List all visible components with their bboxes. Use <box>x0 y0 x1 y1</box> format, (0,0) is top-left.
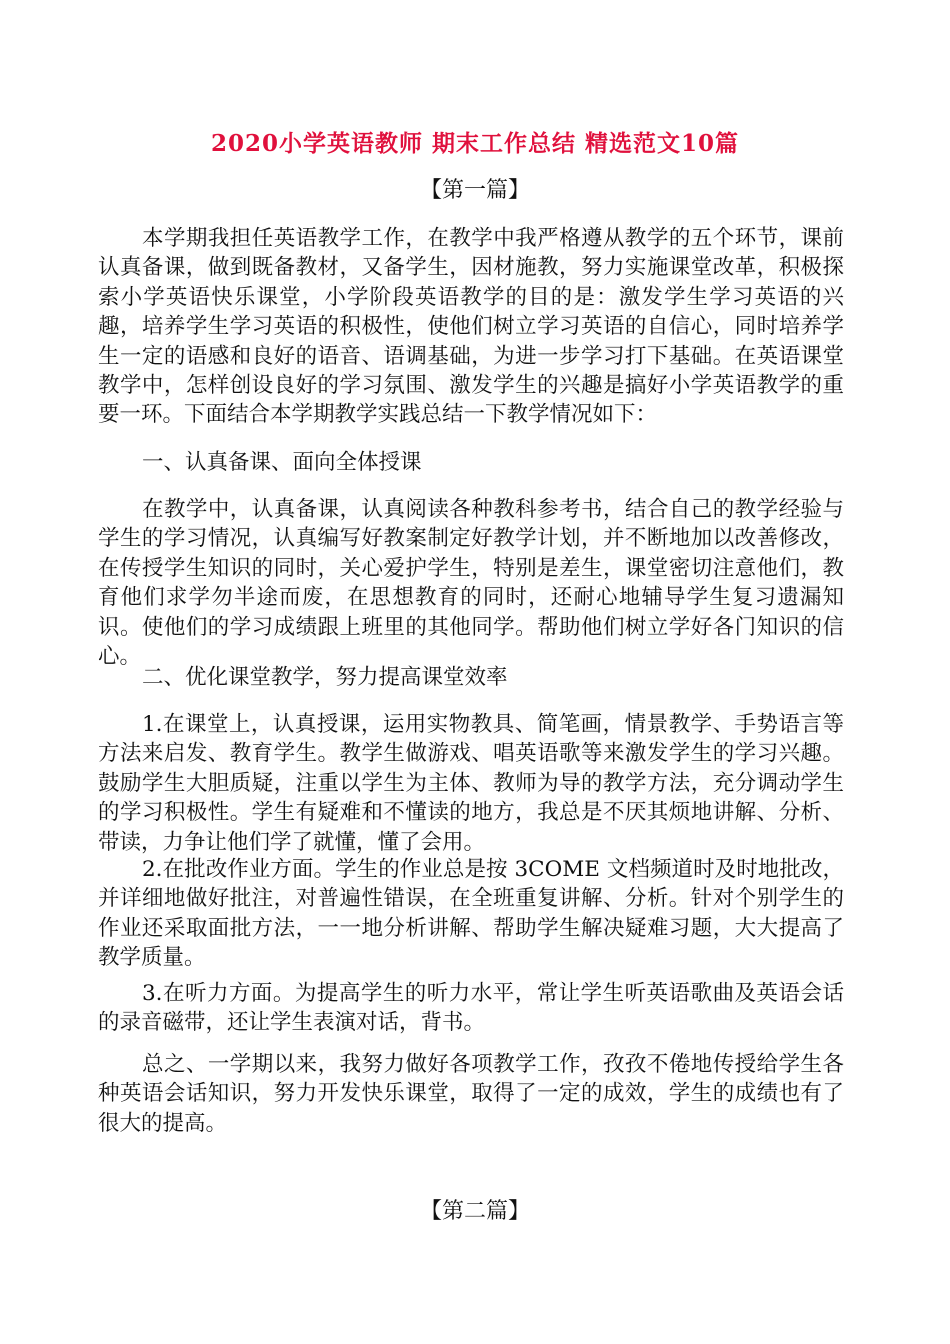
document-title: 2020小学英语教师 期末工作总结 精选范文10篇 <box>210 130 740 157</box>
section-heading-2: 【第二篇】 <box>419 1199 530 1224</box>
paragraph-item-1: 1.在课堂上，认真授课，运用实物教具、简笔画，情景教学、手势语言等方法来启发、教育学生。教学生做游戏、唱英语歌等来激发学生的学习兴趣。鼓励学生大胆质疑，注重以学生为主体、教师为导的教学方法，充分调动学生的学习积极性。学生有疑难和不懂读的地方，我总是不厌其烦地讲解、分析、带读，力争让他们学了就懂，懂了会用。 <box>98 712 844 855</box>
paragraph-item-3: 3.在听力方面。为提高学生的听力水平，常让学生听英语歌曲及英语会话的录音磁带，还让学生表演对话，背书。 <box>98 981 844 1036</box>
paragraph-item-2: 2.在批改作业方面。学生的作业总是按 3COME 文档频道时及时地批改，并详细地做好批注，对普遍性错误，在全班重复讲解、分析。针对个别学生的作业还采取面批方法，一一地分析讲解、帮助学生解决疑难习题，大大提高了教学质量。 <box>98 857 844 971</box>
paragraph-summary: 总之、一学期以来，我努力做好各项教学工作，孜孜不倦地传授给学生各种英语会话知识，努力开发快乐课堂，取得了一定的成效，学生的成绩也有了很大的提高。 <box>98 1052 844 1136</box>
paragraph-intro: 本学期我担任英语教学工作，在教学中我严格遵从教学的五个环节，课前认真备课，做到既备教材，又备学生，因材施教，努力实施课堂改革，积极探索小学英语快乐课堂，小学阶段英语教学的目的是：激发学生学习英语的兴趣，培养学生学习英语的积极性，使他们树立学习英语的自信心，同时培养学生一定的语感和良好的语音、语调基础，为进一步学习打下基础。在英语课堂教学中，怎样创设良好的学习氛围、激发学生的兴趣是搞好小学英语教学的重要一环。下面结合本学期教学实践总结一下教学情况如下： <box>98 226 844 428</box>
paragraph-lesson-prep: 在教学中，认真备课，认真阅读各种教科参考书，结合自己的教学经验与学生的学习情况，认真编写好教案制定好教学计划，并不断地加以改善修改，在传授学生知识的同时，关心爱护学生，特别是差生，课堂密切注意他们，教育他们求学勿半途而废，在思想教育的同时，还耐心地辅导学生复习遗漏知识。使他们的学习成绩跟上班里的其他同学。帮助他们树立学好各门知识的信心。 <box>98 497 844 670</box>
paragraph-heading-2: 二、优化课堂教学，努力提高课堂效率 <box>142 665 508 690</box>
section-heading-1: 【第一篇】 <box>419 178 530 203</box>
paragraph-heading-1: 一、认真备课、面向全体授课 <box>142 450 422 475</box>
